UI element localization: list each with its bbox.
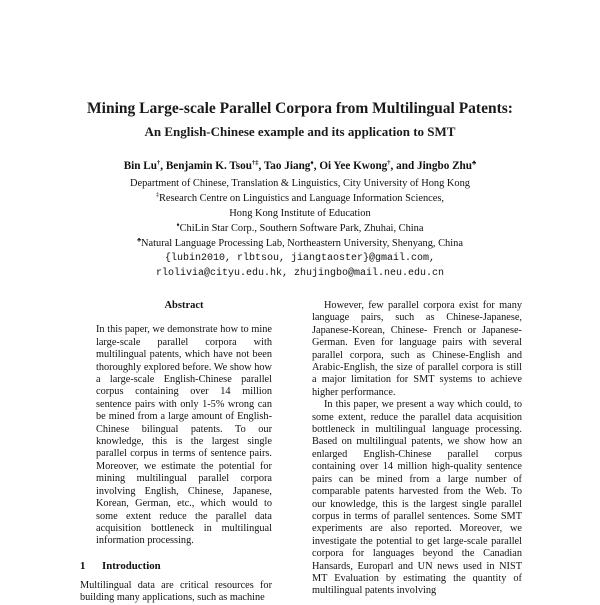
section-title: Introduction bbox=[102, 560, 161, 572]
right-column bbox=[312, 300, 522, 598]
affiliation-line bbox=[0, 236, 600, 251]
email-line[interactable]: rlolivia@cityu.edu.hk, zhujingbo@mail.neu.edu.cn bbox=[155, 268, 445, 279]
author-mark: † bbox=[157, 159, 161, 167]
introduction-text: Multilingual data are critical resources for building many applications, such as machine bbox=[80, 580, 272, 604]
affiliation-text: Natural Language Processing Lab, Northeastern University, Shenyang, China bbox=[141, 238, 463, 249]
author: Oi Yee Kwong bbox=[319, 160, 388, 172]
abstract-heading: Abstract bbox=[164, 300, 204, 311]
section-number: 1 bbox=[80, 560, 86, 572]
body-paragraph: In this paper, we present a way which could, to some extent, reduce the parallel data acquisition bottleneck in multilingual language processing. Based on multilingual patents, we show how an enlarged English-Chinese parallel corpus containing over 14 million high-quality sentence pairs can be mined from a large number of comparable patents harvested from the Web. To our knowledge, this is the largest single parallel corpus in terms of parallel sentences. Some SMT experiments are also reported. Moreover, we investigate the potential to get large-scale parallel corpora for languages beyond the Canadian Hansards, Europarl and UN news used in NIST MT Evaluation by estimating the quantity of multilingual patents involving bbox=[312, 399, 522, 597]
email-line[interactable]: {lubin2010, rlbtsou, jiangtaoster}@gmail.com, bbox=[164, 253, 436, 264]
section-heading-introduction bbox=[80, 560, 161, 572]
author-mark: ♦ bbox=[310, 159, 314, 167]
author-mark: †‡ bbox=[251, 159, 259, 167]
affiliations bbox=[0, 176, 600, 281]
author-list: Bin Lu†, Benjamin K. Tsou†‡, Tao Jiang♦, Oi Yee Kwong†, and Jingbo Zhu♣ bbox=[123, 159, 477, 172]
author: Jingbo Zhu bbox=[416, 160, 473, 172]
author: Bin Lu bbox=[123, 160, 157, 172]
affiliation-line bbox=[0, 191, 600, 206]
affiliation-text: Research Centre on Linguistics and Language Information Sciences, bbox=[158, 193, 445, 204]
affiliation-line bbox=[0, 206, 600, 221]
paper-subtitle: An English-Chinese example and its application to SMT bbox=[144, 124, 456, 139]
affiliation-text: ChiLin Star Corp., Southern Software Park, Zhuhai, China bbox=[179, 223, 424, 234]
affiliation-mark: ‡ bbox=[155, 192, 159, 199]
abstract-column bbox=[96, 300, 272, 548]
abstract-text: In this paper, we demonstrate how to mine large-scale parallel corpora with multilingual patents, which have not been thoroughly explored before. We show how a large-scale English-Chinese parallel corpus containing over 14 million sentence pairs with only 1-5% wrong can be mined from a large amount of English-Chinese bilingual patents. To our knowledge, this is the largest single parallel corpus in terms of sentence pairs. Moreover, we estimate the potential for mining multilingual parallel corpora involving English, Chinese, Japanese, Korean, German, etc., which would to some extent reduce the parallel data acquisition bottleneck in multilingual information processing. bbox=[96, 324, 272, 547]
affiliation-line bbox=[0, 221, 600, 236]
body-paragraph: However, few parallel corpora exist for many language pairs, such as Chinese-Japanese, Japanese-Korean, Chinese- French or Japanese-German. Even for language pairs with several parallel corpora, such as Chinese-English and Arabic-English, the size of parallel corpora is still a major limitation for SMT systems to achieve higher performance. bbox=[312, 300, 522, 398]
author-mark: ♣ bbox=[472, 159, 477, 167]
author: Benjamin K. Tsou bbox=[165, 160, 252, 172]
affiliation-mark: ♣ bbox=[137, 237, 141, 244]
affiliation-line bbox=[0, 176, 600, 191]
affiliation-text: Hong Kong Institute of Education bbox=[229, 208, 371, 219]
affiliation-mark: ♦ bbox=[176, 222, 180, 229]
paper-title: Mining Large-scale Parallel Corpora from Multilingual Patents: bbox=[87, 100, 513, 117]
affiliation-text: Department of Chinese, Translation & Linguistics, City University of Hong Kong bbox=[130, 178, 470, 189]
author: Tao Jiang bbox=[263, 160, 311, 172]
author-mark: † bbox=[387, 159, 391, 167]
